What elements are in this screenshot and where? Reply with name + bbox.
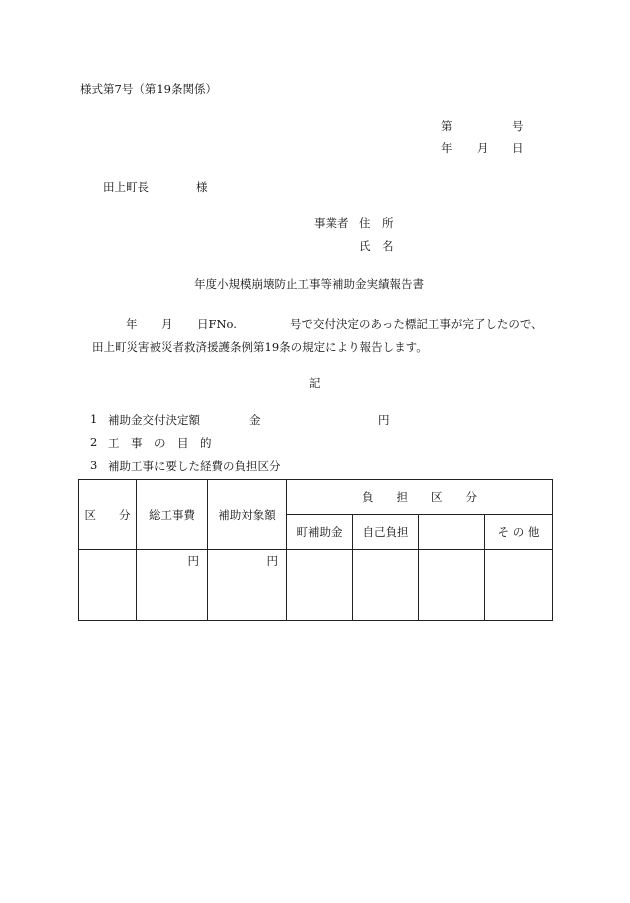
- body-day-no: 日FNo.: [197, 317, 237, 331]
- header-total-cost: 総工事費: [137, 480, 208, 550]
- item-3-label: 補助工事に要した経費の負担区分: [108, 459, 281, 473]
- header-kubun: 区 分: [79, 480, 137, 550]
- item-2-number: 2: [90, 435, 98, 449]
- cell-total-cost-yen: 円: [137, 550, 208, 621]
- body-month: 月: [161, 317, 173, 331]
- doc-number-prefix: 第: [441, 119, 453, 133]
- header-target-amount: 補助対象額: [208, 480, 287, 550]
- cell-kubun: [79, 550, 137, 621]
- name-label: 氏 名: [359, 239, 394, 253]
- item-1-number: 1: [90, 412, 98, 426]
- body-year: 年: [126, 317, 138, 331]
- body-line1-rest: 号で交付決定のあった標記工事が完了したので、: [290, 317, 543, 331]
- item-1-yen: 円: [378, 413, 390, 427]
- subheader-self-burden: 自己負担: [353, 515, 419, 550]
- address-label: 住 所: [359, 216, 394, 230]
- document-title: 年度小規模崩壊防止工事等補助金実績報告書: [194, 277, 424, 291]
- form-number: 様式第7号（第19条関係）: [80, 82, 217, 96]
- cell-town-subsidy: [287, 550, 353, 621]
- date-month: 月: [477, 141, 489, 155]
- burden-table: [78, 479, 553, 621]
- date-year: 年: [441, 141, 453, 155]
- cell-target-amount-yen: 円: [208, 550, 287, 621]
- item-1-kin: 金: [249, 413, 261, 427]
- item-1-label: 補助金交付決定額: [108, 413, 200, 427]
- subheader-blank: [419, 515, 485, 550]
- cell-other: [485, 550, 553, 621]
- date-day: 日: [512, 141, 524, 155]
- cell-blank: [419, 550, 485, 621]
- subheader-town-subsidy: 町補助金: [287, 515, 353, 550]
- doc-number-suffix: 号: [512, 119, 524, 133]
- body-line2: 田上町災害被災者救済援護条例第19条の規定により報告します。: [92, 340, 428, 354]
- subheader-other: そ の 他: [485, 515, 553, 550]
- applicant-label: 事業者: [314, 216, 349, 230]
- cell-self-burden: [353, 550, 419, 621]
- addressee-honorific: 様: [196, 180, 208, 194]
- header-burden-category: 負 担 区 分: [287, 480, 553, 515]
- item-3-number: 3: [90, 458, 98, 472]
- item-2-label: 工 事 の 目 的: [108, 436, 212, 450]
- ki-heading: 記: [309, 376, 321, 390]
- addressee-name: 田上町長: [103, 180, 149, 194]
